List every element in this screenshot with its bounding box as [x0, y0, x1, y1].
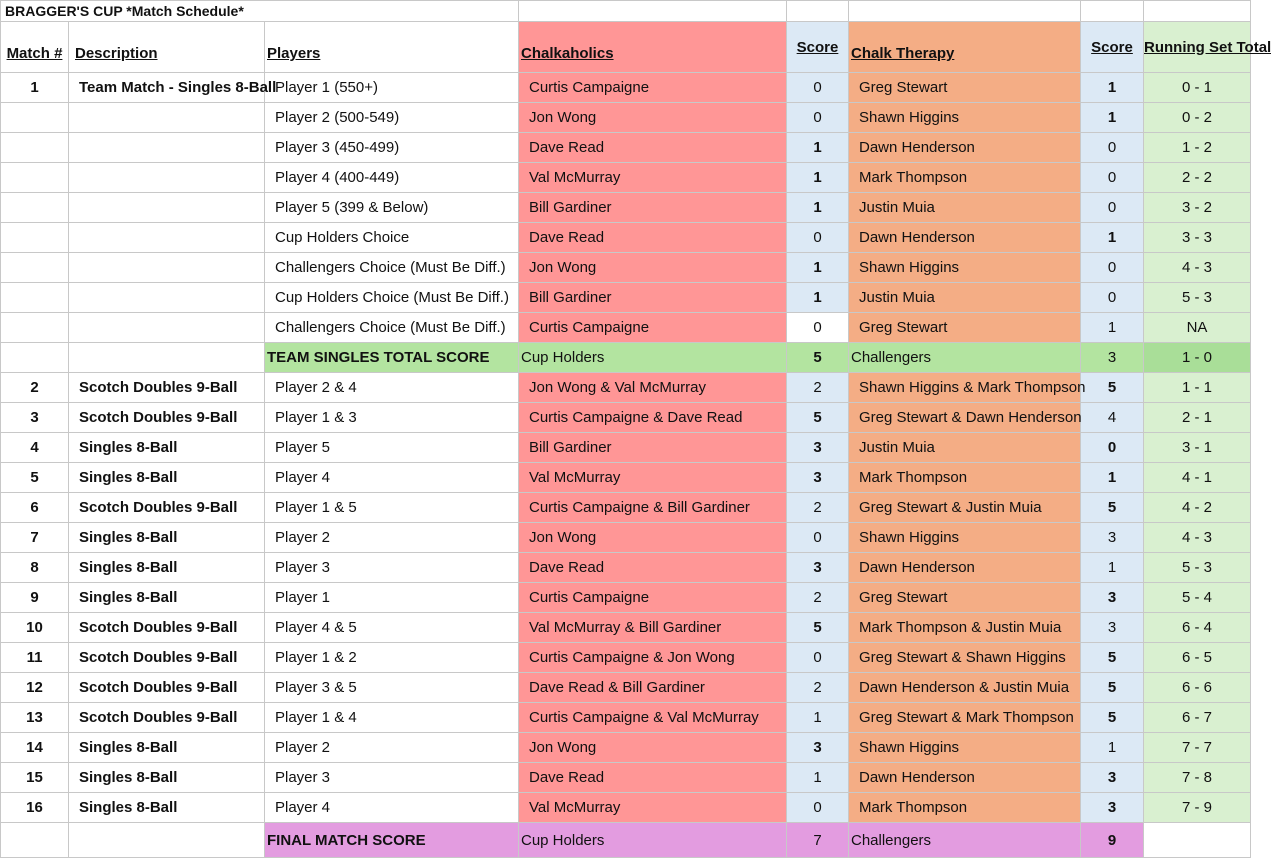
table-row: [1, 493, 1251, 523]
team2-player-cell[interactable]: Justin Muia: [849, 283, 1081, 313]
players-cell[interactable]: Player 4: [265, 463, 519, 493]
match-number-cell[interactable]: 14: [1, 733, 69, 763]
team1-score-cell[interactable]: 5: [787, 403, 849, 433]
running-total-cell[interactable]: 7 - 8: [1144, 763, 1251, 793]
players-cell[interactable]: Player 2: [265, 523, 519, 553]
final-cup-holders-label[interactable]: Cup Holders: [519, 823, 787, 858]
running-total-cell[interactable]: 4 - 3: [1144, 523, 1251, 553]
description-cell[interactable]: Singles 8-Ball: [69, 793, 265, 823]
description-cell[interactable]: Singles 8-Ball: [69, 523, 265, 553]
table-row: [1, 763, 1251, 793]
players-cell[interactable]: Player 3 (450-499): [265, 133, 519, 163]
team1-player-cell[interactable]: Jon Wong: [519, 523, 787, 553]
team1-player-cell[interactable]: Bill Gardiner: [519, 193, 787, 223]
table-row: [1, 103, 1251, 133]
description-cell[interactable]: Singles 8-Ball: [69, 583, 265, 613]
team2-player-cell[interactable]: Dawn Henderson: [849, 223, 1081, 253]
team1-score-cell[interactable]: 2: [787, 673, 849, 703]
description-cell[interactable]: [69, 223, 265, 253]
team2-score-cell[interactable]: 4: [1081, 403, 1144, 433]
team-singles-total-label[interactable]: TEAM SINGLES TOTAL SCORE: [265, 343, 519, 373]
team2-score-cell[interactable]: 3: [1081, 583, 1144, 613]
team2-score-cell[interactable]: 1: [1081, 733, 1144, 763]
team2-player-cell[interactable]: Greg Stewart: [849, 73, 1081, 103]
team1-player-cell[interactable]: Curtis Campaigne: [519, 313, 787, 343]
players-cell[interactable]: Player 2: [265, 733, 519, 763]
running-total-cell[interactable]: 5 - 3: [1144, 283, 1251, 313]
players-cell[interactable]: Player 1 & 5: [265, 493, 519, 523]
team2-player-cell[interactable]: Shawn Higgins: [849, 253, 1081, 283]
match-number-cell[interactable]: 4: [1, 433, 69, 463]
team1-score-cell[interactable]: 3: [787, 463, 849, 493]
team2-player-cell[interactable]: Greg Stewart & Mark Thompson: [849, 703, 1081, 733]
team1-player-cell[interactable]: Dave Read: [519, 763, 787, 793]
header-description[interactable]: Description: [69, 22, 265, 73]
empty-cell[interactable]: [69, 343, 265, 373]
team1-player-cell[interactable]: Dave Read: [519, 223, 787, 253]
team1-player-cell[interactable]: Val McMurray: [519, 163, 787, 193]
team1-score-cell[interactable]: 0: [787, 103, 849, 133]
table-row: [1, 73, 1251, 103]
team2-player-cell[interactable]: Greg Stewart: [849, 313, 1081, 343]
description-cell[interactable]: Singles 8-Ball: [69, 553, 265, 583]
team1-score-cell[interactable]: 3: [787, 553, 849, 583]
table-row: [1, 643, 1251, 673]
table-row: [1, 373, 1251, 403]
match-number-cell[interactable]: 11: [1, 643, 69, 673]
running-total-cell[interactable]: 7 - 9: [1144, 793, 1251, 823]
table-row: [1, 673, 1251, 703]
players-cell[interactable]: Player 2 (500-549): [265, 103, 519, 133]
header-players[interactable]: Players: [265, 22, 519, 73]
running-total-cell[interactable]: 3 - 1: [1144, 433, 1251, 463]
table-row: [1, 253, 1251, 283]
match-number-cell[interactable]: 9: [1, 583, 69, 613]
team1-player-cell[interactable]: Dave Read: [519, 133, 787, 163]
running-total-cell[interactable]: 7 - 7: [1144, 733, 1251, 763]
empty-cell[interactable]: [69, 823, 265, 858]
table-row: [1, 463, 1251, 493]
team2-score-cell[interactable]: 1: [1081, 73, 1144, 103]
match-number-cell[interactable]: 5: [1, 463, 69, 493]
team2-score-cell[interactable]: 3: [1081, 613, 1144, 643]
running-total-cell[interactable]: 3 - 3: [1144, 223, 1251, 253]
description-cell[interactable]: Singles 8-Ball: [69, 433, 265, 463]
challengers-label[interactable]: Challengers: [849, 343, 1081, 373]
table-row: [1, 133, 1251, 163]
team1-player-cell[interactable]: Jon Wong: [519, 103, 787, 133]
team2-score-cell[interactable]: 3: [1081, 793, 1144, 823]
table-row: [1, 403, 1251, 433]
team2-score-cell[interactable]: 5: [1081, 373, 1144, 403]
match-number-cell[interactable]: [1, 193, 69, 223]
final-challengers-score[interactable]: 9: [1081, 823, 1144, 858]
table-row: [1, 163, 1251, 193]
running-total-cell[interactable]: 6 - 5: [1144, 643, 1251, 673]
team1-score-cell[interactable]: 1: [787, 193, 849, 223]
header-score-2[interactable]: Score: [1081, 22, 1144, 73]
challengers-total-score[interactable]: 3: [1081, 343, 1144, 373]
description-cell[interactable]: [69, 103, 265, 133]
players-cell[interactable]: Challengers Choice (Must Be Diff.): [265, 313, 519, 343]
match-number-cell[interactable]: [1, 253, 69, 283]
description-cell[interactable]: [69, 133, 265, 163]
title-row: [1, 1, 1251, 22]
running-total-cell[interactable]: 4 - 2: [1144, 493, 1251, 523]
running-total-cell[interactable]: 4 - 3: [1144, 253, 1251, 283]
match-number-cell[interactable]: 7: [1, 523, 69, 553]
match-number-cell[interactable]: [1, 133, 69, 163]
table-row: [1, 433, 1251, 463]
match-number-cell[interactable]: [1, 283, 69, 313]
table-row: [1, 553, 1251, 583]
table-row: [1, 223, 1251, 253]
players-cell[interactable]: Player 3: [265, 763, 519, 793]
header-running-set-total[interactable]: Running Set Total: [1144, 22, 1251, 73]
players-cell[interactable]: Player 3 & 5: [265, 673, 519, 703]
running-total-cell[interactable]: 0 - 1: [1144, 73, 1251, 103]
running-total-cell[interactable]: 2 - 1: [1144, 403, 1251, 433]
team2-player-cell[interactable]: Shawn Higgins: [849, 523, 1081, 553]
table-row: [1, 613, 1251, 643]
team2-player-cell[interactable]: Justin Muia: [849, 193, 1081, 223]
description-cell[interactable]: [69, 163, 265, 193]
table-row: [1, 523, 1251, 553]
players-cell[interactable]: Player 2 & 4: [265, 373, 519, 403]
description-cell[interactable]: Scotch Doubles 9-Ball: [69, 643, 265, 673]
players-cell[interactable]: Player 5 (399 & Below): [265, 193, 519, 223]
description-cell[interactable]: Singles 8-Ball: [69, 463, 265, 493]
description-cell[interactable]: Team Match - Singles 8-Ball: [69, 73, 265, 103]
cup-holders-total-score[interactable]: 5: [787, 343, 849, 373]
empty-cell[interactable]: [1144, 823, 1251, 858]
cup-holders-label[interactable]: Cup Holders: [519, 343, 787, 373]
team2-score-cell[interactable]: 0: [1081, 133, 1144, 163]
team2-player-cell[interactable]: Mark Thompson & Justin Muia: [849, 613, 1081, 643]
team1-player-cell[interactable]: Dave Read: [519, 553, 787, 583]
running-total-cell[interactable]: 6 - 6: [1144, 673, 1251, 703]
description-cell[interactable]: Scotch Doubles 9-Ball: [69, 703, 265, 733]
players-cell[interactable]: Player 4 (400-449): [265, 163, 519, 193]
team2-player-cell[interactable]: Greg Stewart & Dawn Henderson: [849, 403, 1081, 433]
players-cell[interactable]: Cup Holders Choice: [265, 223, 519, 253]
match-number-cell[interactable]: 10: [1, 613, 69, 643]
team1-score-cell[interactable]: 3: [787, 733, 849, 763]
running-total-cell[interactable]: 5 - 4: [1144, 583, 1251, 613]
match-number-cell[interactable]: [1, 223, 69, 253]
running-total-cell[interactable]: 3 - 2: [1144, 193, 1251, 223]
match-number-cell[interactable]: 2: [1, 373, 69, 403]
team2-score-cell[interactable]: 0: [1081, 283, 1144, 313]
team2-player-cell[interactable]: Greg Stewart & Justin Muia: [849, 493, 1081, 523]
players-cell[interactable]: Challengers Choice (Must Be Diff.): [265, 253, 519, 283]
table-row: [1, 283, 1251, 313]
running-total-cell[interactable]: 0 - 2: [1144, 103, 1251, 133]
team1-score-cell[interactable]: 0: [787, 223, 849, 253]
team2-score-cell[interactable]: 0: [1081, 433, 1144, 463]
team1-score-cell[interactable]: 2: [787, 583, 849, 613]
team2-player-cell[interactable]: Shawn Higgins: [849, 103, 1081, 133]
running-total-cell[interactable]: NA: [1144, 313, 1251, 343]
team2-score-cell[interactable]: 1: [1081, 463, 1144, 493]
team2-score-cell[interactable]: 1: [1081, 553, 1144, 583]
team2-score-cell[interactable]: 0: [1081, 163, 1144, 193]
sheet-title[interactable]: BRAGGER'S CUP *Match Schedule*: [1, 1, 519, 22]
team2-player-cell[interactable]: Justin Muia: [849, 433, 1081, 463]
team1-player-cell[interactable]: Curtis Campaigne & Dave Read: [519, 403, 787, 433]
header-score-1[interactable]: Score: [787, 22, 849, 73]
team2-score-cell[interactable]: 0: [1081, 193, 1144, 223]
team2-score-cell[interactable]: 1: [1081, 313, 1144, 343]
description-cell[interactable]: Scotch Doubles 9-Ball: [69, 373, 265, 403]
team2-player-cell[interactable]: Dawn Henderson: [849, 763, 1081, 793]
team1-player-cell[interactable]: Curtis Campaigne: [519, 73, 787, 103]
team1-player-cell[interactable]: Jon Wong: [519, 733, 787, 763]
team2-player-cell[interactable]: Dawn Henderson: [849, 553, 1081, 583]
description-cell[interactable]: Scotch Doubles 9-Ball: [69, 403, 265, 433]
team2-player-cell[interactable]: Greg Stewart & Shawn Higgins: [849, 643, 1081, 673]
team1-score-cell[interactable]: 1: [787, 763, 849, 793]
team1-player-cell[interactable]: Val McMurray & Bill Gardiner: [519, 613, 787, 643]
running-total-cell[interactable]: 6 - 7: [1144, 703, 1251, 733]
team1-player-cell[interactable]: Curtis Campaigne & Val McMurray: [519, 703, 787, 733]
table-row: [1, 193, 1251, 223]
players-cell[interactable]: Player 4 & 5: [265, 613, 519, 643]
match-number-cell[interactable]: 6: [1, 493, 69, 523]
team1-player-cell[interactable]: Curtis Campaigne & Bill Gardiner: [519, 493, 787, 523]
team1-score-cell[interactable]: 0: [787, 793, 849, 823]
players-cell[interactable]: Player 5: [265, 433, 519, 463]
team1-score-cell[interactable]: 1: [787, 163, 849, 193]
description-cell[interactable]: [69, 283, 265, 313]
running-total-cell[interactable]: 1 - 2: [1144, 133, 1251, 163]
team1-player-cell[interactable]: Jon Wong: [519, 253, 787, 283]
players-cell[interactable]: Player 1 & 4: [265, 703, 519, 733]
team1-score-cell[interactable]: 0: [787, 73, 849, 103]
team2-score-cell[interactable]: 1: [1081, 103, 1144, 133]
description-cell[interactable]: Singles 8-Ball: [69, 763, 265, 793]
team1-player-cell[interactable]: Dave Read & Bill Gardiner: [519, 673, 787, 703]
players-cell[interactable]: Player 3: [265, 553, 519, 583]
team1-score-cell[interactable]: 0: [787, 523, 849, 553]
running-total-cell[interactable]: 6 - 4: [1144, 613, 1251, 643]
team-singles-total-row: [1, 343, 1251, 373]
table-row: [1, 733, 1251, 763]
table-row: [1, 703, 1251, 733]
team1-score-cell[interactable]: 0: [787, 313, 849, 343]
team1-score-cell[interactable]: 1: [787, 253, 849, 283]
match-number-cell[interactable]: 15: [1, 763, 69, 793]
team2-score-cell[interactable]: 5: [1081, 643, 1144, 673]
team2-player-cell[interactable]: Dawn Henderson & Justin Muia: [849, 673, 1081, 703]
team1-player-cell[interactable]: Curtis Campaigne: [519, 583, 787, 613]
team1-score-cell[interactable]: 3: [787, 433, 849, 463]
match-number-cell[interactable]: [1, 163, 69, 193]
team-total-running-cell[interactable]: 1 - 0: [1144, 343, 1251, 373]
team2-score-cell[interactable]: 5: [1081, 493, 1144, 523]
match-number-cell[interactable]: 16: [1, 793, 69, 823]
final-match-score-row: [1, 823, 1251, 858]
team2-player-cell[interactable]: Shawn Higgins & Mark Thompson: [849, 373, 1081, 403]
team1-score-cell[interactable]: 2: [787, 493, 849, 523]
description-cell[interactable]: Singles 8-Ball: [69, 733, 265, 763]
match-number-cell[interactable]: 13: [1, 703, 69, 733]
team1-score-cell[interactable]: 1: [787, 283, 849, 313]
team1-score-cell[interactable]: 1: [787, 703, 849, 733]
team2-player-cell[interactable]: Greg Stewart: [849, 583, 1081, 613]
players-cell[interactable]: Cup Holders Choice (Must Be Diff.): [265, 283, 519, 313]
team2-score-cell[interactable]: 5: [1081, 703, 1144, 733]
team1-player-cell[interactable]: Bill Gardiner: [519, 433, 787, 463]
team1-player-cell[interactable]: Val McMurray: [519, 793, 787, 823]
team1-score-cell[interactable]: 2: [787, 373, 849, 403]
description-cell[interactable]: Scotch Doubles 9-Ball: [69, 673, 265, 703]
team1-score-cell[interactable]: 5: [787, 613, 849, 643]
description-cell[interactable]: Scotch Doubles 9-Ball: [69, 493, 265, 523]
match-number-cell[interactable]: [1, 313, 69, 343]
description-cell[interactable]: [69, 313, 265, 343]
match-number-cell[interactable]: 1: [1, 73, 69, 103]
team1-player-cell[interactable]: Curtis Campaigne & Jon Wong: [519, 643, 787, 673]
description-cell[interactable]: [69, 193, 265, 223]
header-team-chalk-therapy[interactable]: Chalk Therapy: [849, 22, 1081, 73]
match-number-cell[interactable]: 3: [1, 403, 69, 433]
final-match-score-label[interactable]: FINAL MATCH SCORE: [265, 823, 519, 858]
description-cell[interactable]: [69, 253, 265, 283]
match-number-cell[interactable]: [1, 103, 69, 133]
header-team-chalkaholics[interactable]: Chalkaholics: [519, 22, 787, 73]
team2-player-cell[interactable]: Mark Thompson: [849, 163, 1081, 193]
team2-score-cell[interactable]: 3: [1081, 523, 1144, 553]
players-cell[interactable]: Player 1 (550+): [265, 73, 519, 103]
table-row: [1, 313, 1251, 343]
team2-score-cell[interactable]: 3: [1081, 763, 1144, 793]
players-cell[interactable]: Player 1 & 2: [265, 643, 519, 673]
header-match-number[interactable]: Match #: [1, 22, 69, 73]
running-total-cell[interactable]: 4 - 1: [1144, 463, 1251, 493]
team2-score-cell[interactable]: 0: [1081, 253, 1144, 283]
final-cup-holders-score[interactable]: 7: [787, 823, 849, 858]
running-total-cell[interactable]: 5 - 3: [1144, 553, 1251, 583]
team2-player-cell[interactable]: Shawn Higgins: [849, 733, 1081, 763]
team2-player-cell[interactable]: Mark Thompson: [849, 793, 1081, 823]
players-cell[interactable]: Player 1: [265, 583, 519, 613]
header-row: [1, 22, 1251, 73]
team1-player-cell[interactable]: Bill Gardiner: [519, 283, 787, 313]
match-number-cell[interactable]: 8: [1, 553, 69, 583]
empty-cell[interactable]: [1, 343, 69, 373]
empty-cell[interactable]: [1, 823, 69, 858]
running-total-cell[interactable]: 1 - 1: [1144, 373, 1251, 403]
team1-player-cell[interactable]: Val McMurray: [519, 463, 787, 493]
match-number-cell[interactable]: 12: [1, 673, 69, 703]
team2-player-cell[interactable]: Mark Thompson: [849, 463, 1081, 493]
players-cell[interactable]: Player 4: [265, 793, 519, 823]
final-challengers-label[interactable]: Challengers: [849, 823, 1081, 858]
team1-score-cell[interactable]: 0: [787, 643, 849, 673]
team1-score-cell[interactable]: 1: [787, 133, 849, 163]
description-cell[interactable]: Scotch Doubles 9-Ball: [69, 613, 265, 643]
table-row: [1, 793, 1251, 823]
team2-score-cell[interactable]: 5: [1081, 673, 1144, 703]
team2-player-cell[interactable]: Dawn Henderson: [849, 133, 1081, 163]
players-cell[interactable]: Player 1 & 3: [265, 403, 519, 433]
team2-score-cell[interactable]: 1: [1081, 223, 1144, 253]
running-total-cell[interactable]: 2 - 2: [1144, 163, 1251, 193]
table-row: [1, 583, 1251, 613]
team1-player-cell[interactable]: Jon Wong & Val McMurray: [519, 373, 787, 403]
